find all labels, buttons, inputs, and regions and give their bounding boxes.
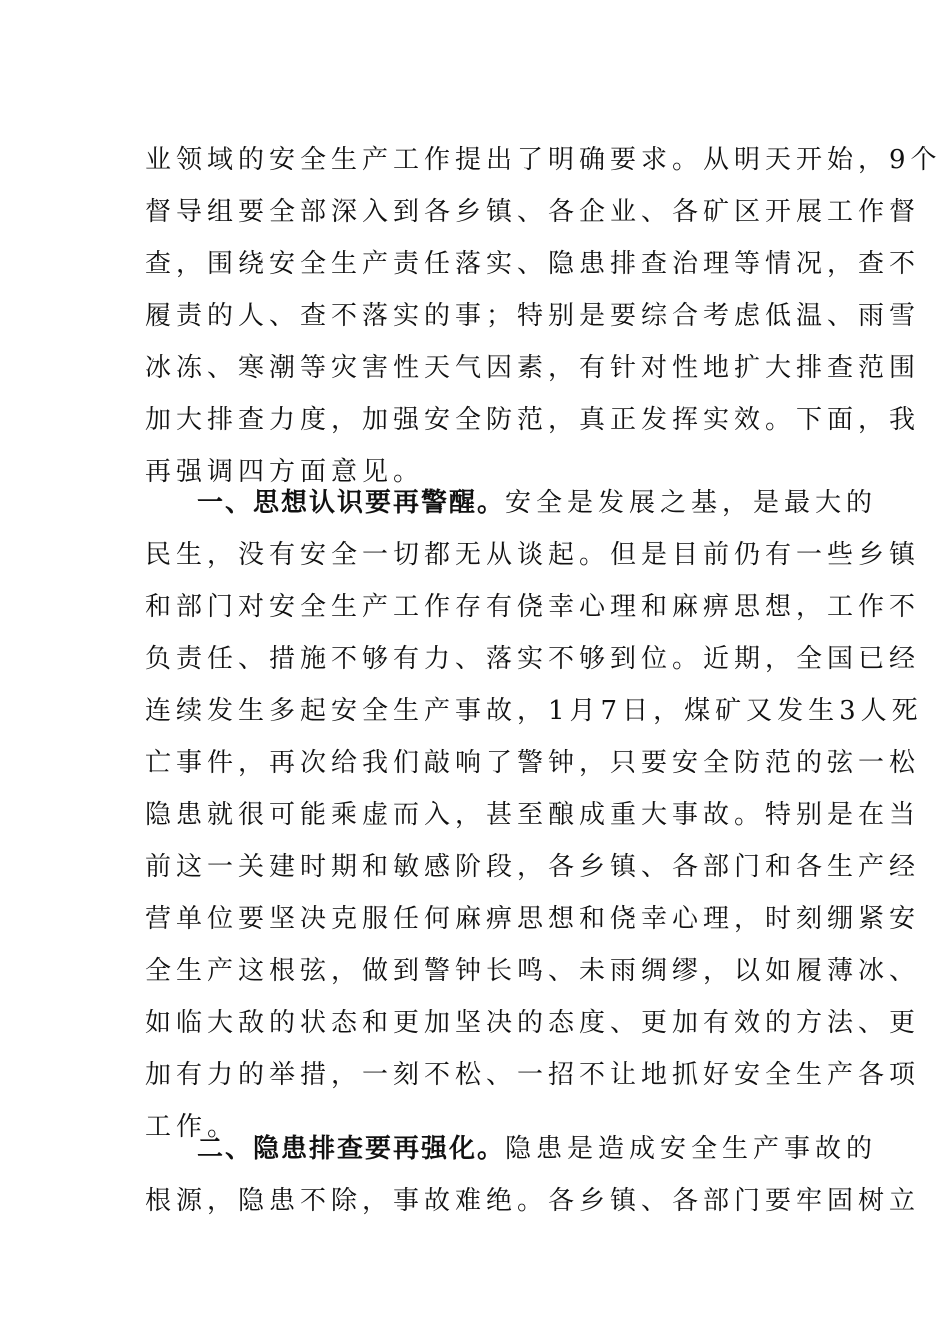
section-lead-text: 隐患是造成安全生产事故的 [505, 1134, 878, 1164]
text-line: 连续发生多起安全生产事故，1月7日，煤矿又发生3人死 [145, 696, 923, 726]
text-line: 根源，隐患不除，事故难绝。各乡镇、各部门要牢固树立 [145, 1186, 921, 1216]
text-line: 民生，没有安全一切都无从谈起。但是目前仍有一些乡镇 [145, 540, 921, 570]
section-first-line [145, 1123, 878, 1175]
text-line: 负责任、措施不够有力、落实不够到位。近期，全国已经 [145, 644, 921, 674]
text-line: 和部门对安全生产工作存有侥幸心理和麻痹思想，工作不 [145, 592, 921, 622]
text-line: 冰冻、寒潮等灾害性天气因素，有针对性地扩大排查范围 [145, 353, 921, 383]
text-line: 业领域的安全生产工作提出了明确要求。从明天开始，9个 [145, 145, 942, 175]
paragraph-section-1 [145, 477, 923, 1153]
paragraph-section-2 [145, 1123, 921, 1227]
text-line: 加大排查力度，加强安全防范，真正发挥实效。下面，我 [145, 405, 921, 435]
text-line: 隐患就很可能乘虚而入，甚至酿成重大事故。特别是在当 [145, 800, 921, 830]
section-lead-text: 安全是发展之基，是最大的 [505, 488, 878, 518]
text-line: 加有力的举措，一刻不松、一招不让地抓好安全生产各项 [145, 1060, 921, 1090]
text-line: 查，围绕安全生产责任落实、隐患排查治理等情况，查不 [145, 249, 921, 279]
text-line: 督导组要全部深入到各乡镇、各企业、各矿区开展工作督 [145, 197, 921, 227]
section-first-line [145, 477, 878, 529]
text-line: 亡事件，再次给我们敲响了警钟，只要安全防范的弦一松 [145, 748, 921, 778]
text-line: 前这一关建时期和敏感阶段，各乡镇、各部门和各生产经 [145, 852, 921, 882]
section-heading: 二、隐患排查要再强化。 [197, 1134, 506, 1164]
paragraph-intro [145, 134, 942, 498]
text-line: 如临大敌的状态和更加坚决的态度、更加有效的方法、更 [145, 1008, 921, 1038]
text-line: 履责的人、查不落实的事；特别是要综合考虑低温、雨雪 [145, 301, 921, 331]
text-line: 工作。 [145, 1112, 239, 1142]
text-line: 再强调四方面意见。 [145, 457, 425, 487]
text-line: 全生产这根弦，做到警钟长鸣、未雨绸缪，以如履薄冰、 [145, 956, 921, 986]
text-line: 营单位要坚决克服任何麻痹思想和侥幸心理，时刻绷紧安 [145, 904, 921, 934]
section-heading: 一、思想认识要再警醒。 [197, 488, 506, 518]
